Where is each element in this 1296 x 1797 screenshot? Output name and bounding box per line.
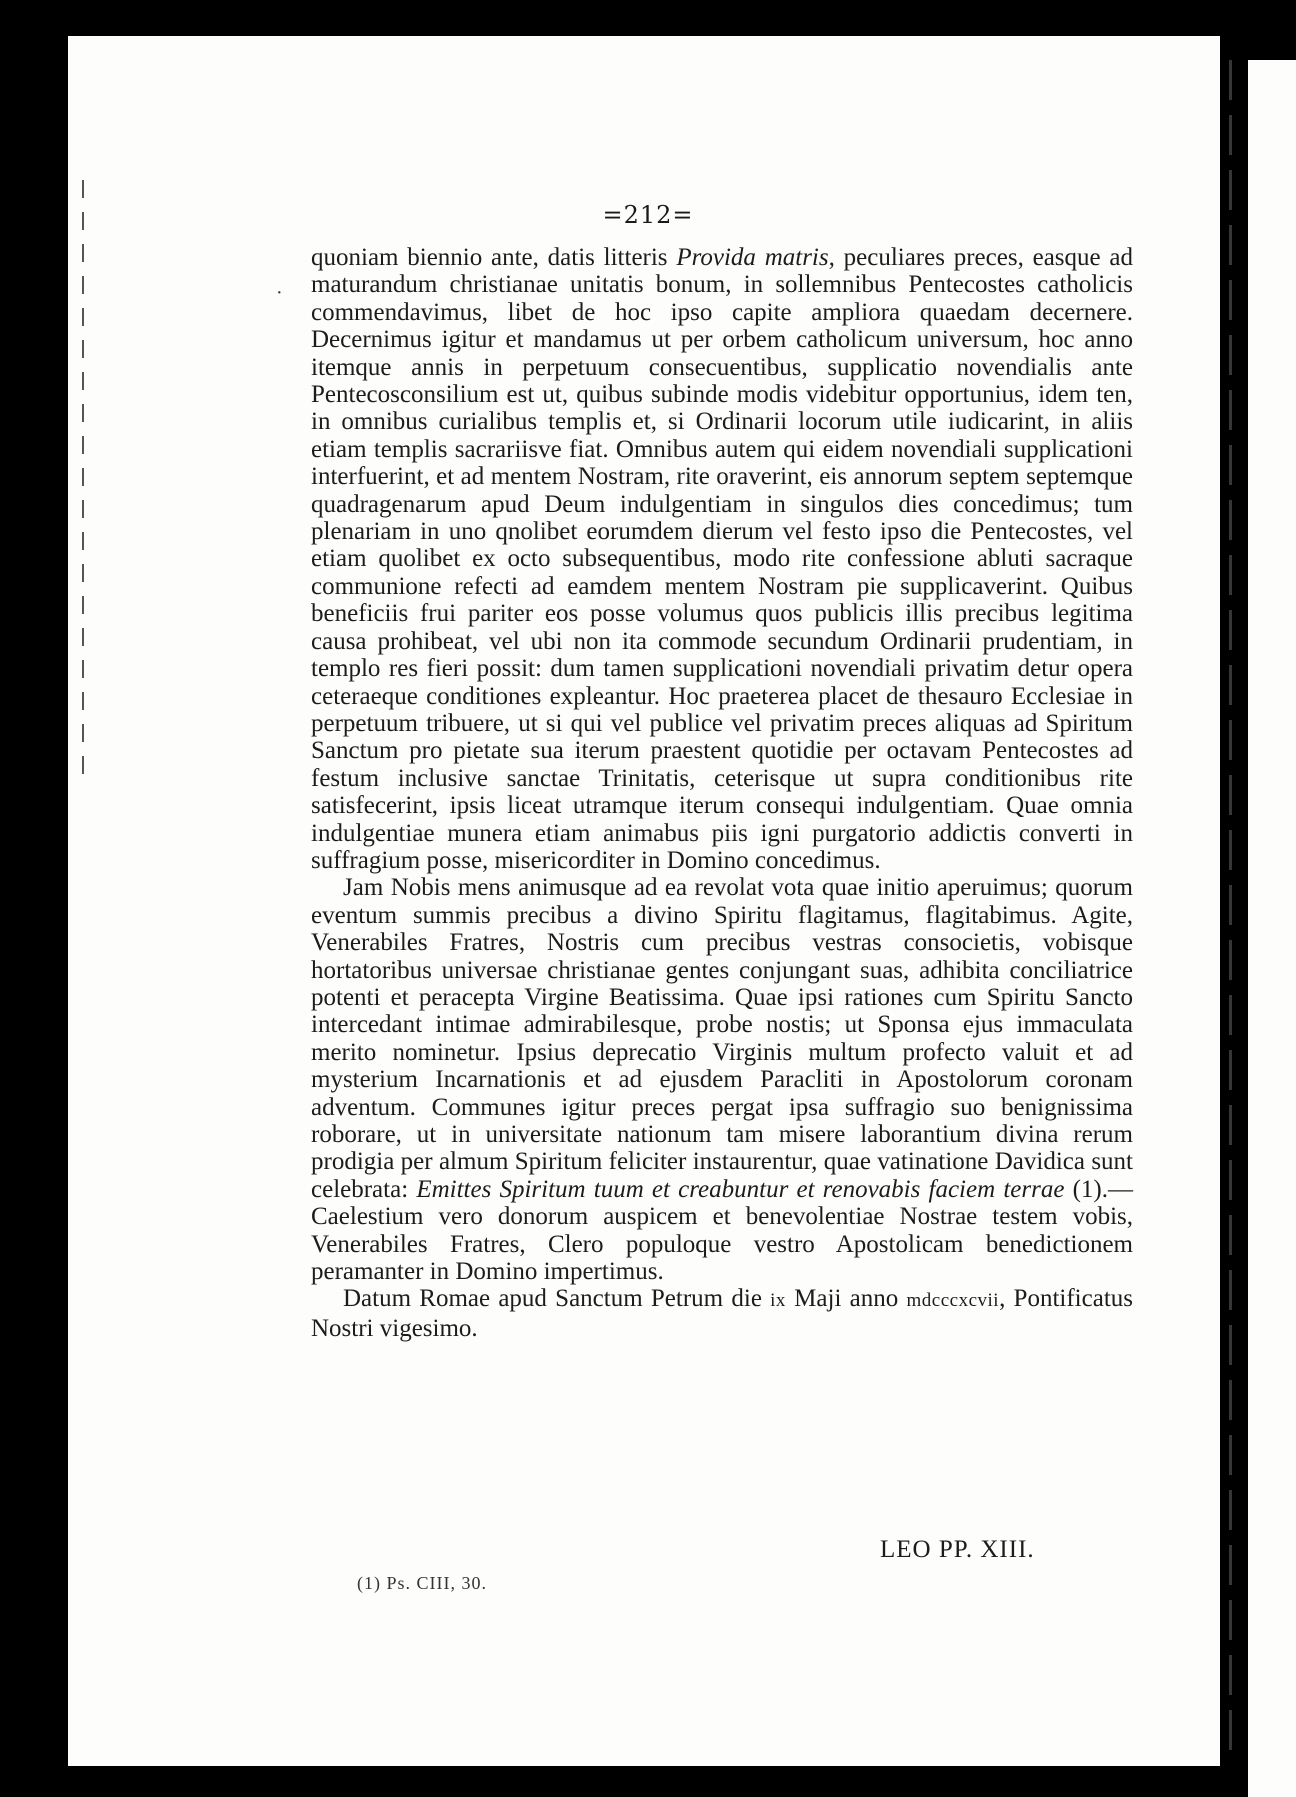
paragraph-2-closing: (1).—Caelestium vero donorum auspicem et benevolentiae Nostrae testem vobis, Venerabiles Fratres, Clero populoque vestro Apostolicam benedictionem peramanter in Domino impertimus. — [311, 1175, 1133, 1286]
margin-mark: · — [276, 282, 283, 304]
footnote: (1) Ps. CIII, 30. — [357, 1573, 487, 1593]
body-text — [311, 244, 1133, 1342]
date-year: mdcccxcvii — [906, 1290, 1000, 1312]
paragraph-2 — [311, 874, 1133, 1285]
facing-page-edge — [1248, 60, 1296, 1797]
date-line-closing: , Pontificatus Nostri vigesimo. — [311, 1285, 1133, 1342]
right-margin-rule — [1229, 60, 1232, 1760]
paragraph-1-opening: quoniam biennio ante, datis litteris — [311, 244, 677, 271]
psalm-quote: Emittes Spiritum tuum et creabuntur et renovabis faciem terrae — [416, 1175, 1065, 1203]
page-number: =212= — [602, 201, 694, 229]
letter-title: Provida matris, — [676, 244, 835, 271]
paragraph-2-body: Jam Nobis mens animusque ad ea revolat vota quae initio aperuimus; quorum eventum summis precibus a divino Spiritu flagitamus, flagitabimus. Agite, Venerabiles Fratres, Nostris cum precibus vestras consocietis, vobisque hortatoribus universae christianae gentes conjungant suas, adhibita conciliatrice potenti et peracepta Virgine Beatissima. Quae ipsi rationes cum Spiritu Sancto intercedant intimae admirabilesque, probe nostis; ut Sponsa ejus immaculata merito nominetur. Ipsius deprecatio Virginis multum profecto valuit et ad mysterium Incarnationis et ad ejusdem Paracliti in Apostolorum coronam adventum. Communes igitur preces pergat ipsa suffragio suo benignissima roborare, ut in universitate nationum tam misere laborantium divina rerum prodigia per almum Spiritum feliciter instaurentur, quae vatinatione Davidica sunt celebrata: — [311, 874, 1133, 1203]
date-line-middle: Maji anno — [785, 1285, 907, 1313]
paragraph-1-body: peculiares preces, easque ad maturandum christianae unitatis bonum, in sollemnibus Pentecostes catholicis commendavimus, libet de hoc ipso capite ampliora quaedam decernere. Decernimus igitur et mandamus ut per orbem catholicum universum, hoc anno itemque annis in perpetuum consecuentibus, supplicatio novendialis ante Pentecosconsilium est ut, quibus subinde modis videbitur opportunius, idem ten, in omnibus curialibus templis et, si Ordinarii locorum utile iudicarint, in aliis etiam templis sacrariisve fiat. Omnibus autem qui eidem novendiali supplicationi interfuerint, et ad mentem Nostram, rite oraverint, eis annorum septem septemque quadragenarum apud Deum indulgentiam in singulos dies concedimus; tum plenariam in uno qnolibet eorumdem dierum vel festo ipso die Pentecostes, vel etiam quolibet ex octo subsequentibus, modo rite confessione abluti sacraque communione refecti ad eamdem mentem Nostram pie supplicaverint. Quibus beneficiis frui pariter eos posse volumus quos publicis illis precibus legitima causa prohibeat, vel ubi non ita commode secundum Ordinarii prudentiam, in templo res fieri possit: dum tamen supplicationi novendiali privatim detur opera ceteraeque conditiones expleantur. Hoc praeterea placet de thesauro Ecclesiae in perpetuum tribuere, ut si qui vel publice vel privatim preces aliquas ad Spiritum Sanctum pro pietate sua iterum praestent quotidie per octavam Pentecostes ad festum inclusive sanctae Trinitatis, ceterisque ut supra conditionibus rite satisfecerint, ipsis liceat utramque iterum consequi indulgentiam. Quae omnia indulgentiae munera etiam animabus piis igni purgatorio addictis converti in suffragium posse, misericorditer in Domino concedimus. — [311, 244, 1133, 874]
date-day: ix — [770, 1290, 786, 1312]
page-right-margin — [1188, 36, 1220, 1766]
signature: LEO PP. XIII. — [880, 1536, 1035, 1563]
paragraph-3 — [311, 1285, 1133, 1342]
left-margin-rule — [82, 180, 84, 780]
paragraph-1 — [311, 244, 1133, 874]
date-line-opening: Datum Romae apud Sanctum Petrum die — [343, 1285, 771, 1313]
